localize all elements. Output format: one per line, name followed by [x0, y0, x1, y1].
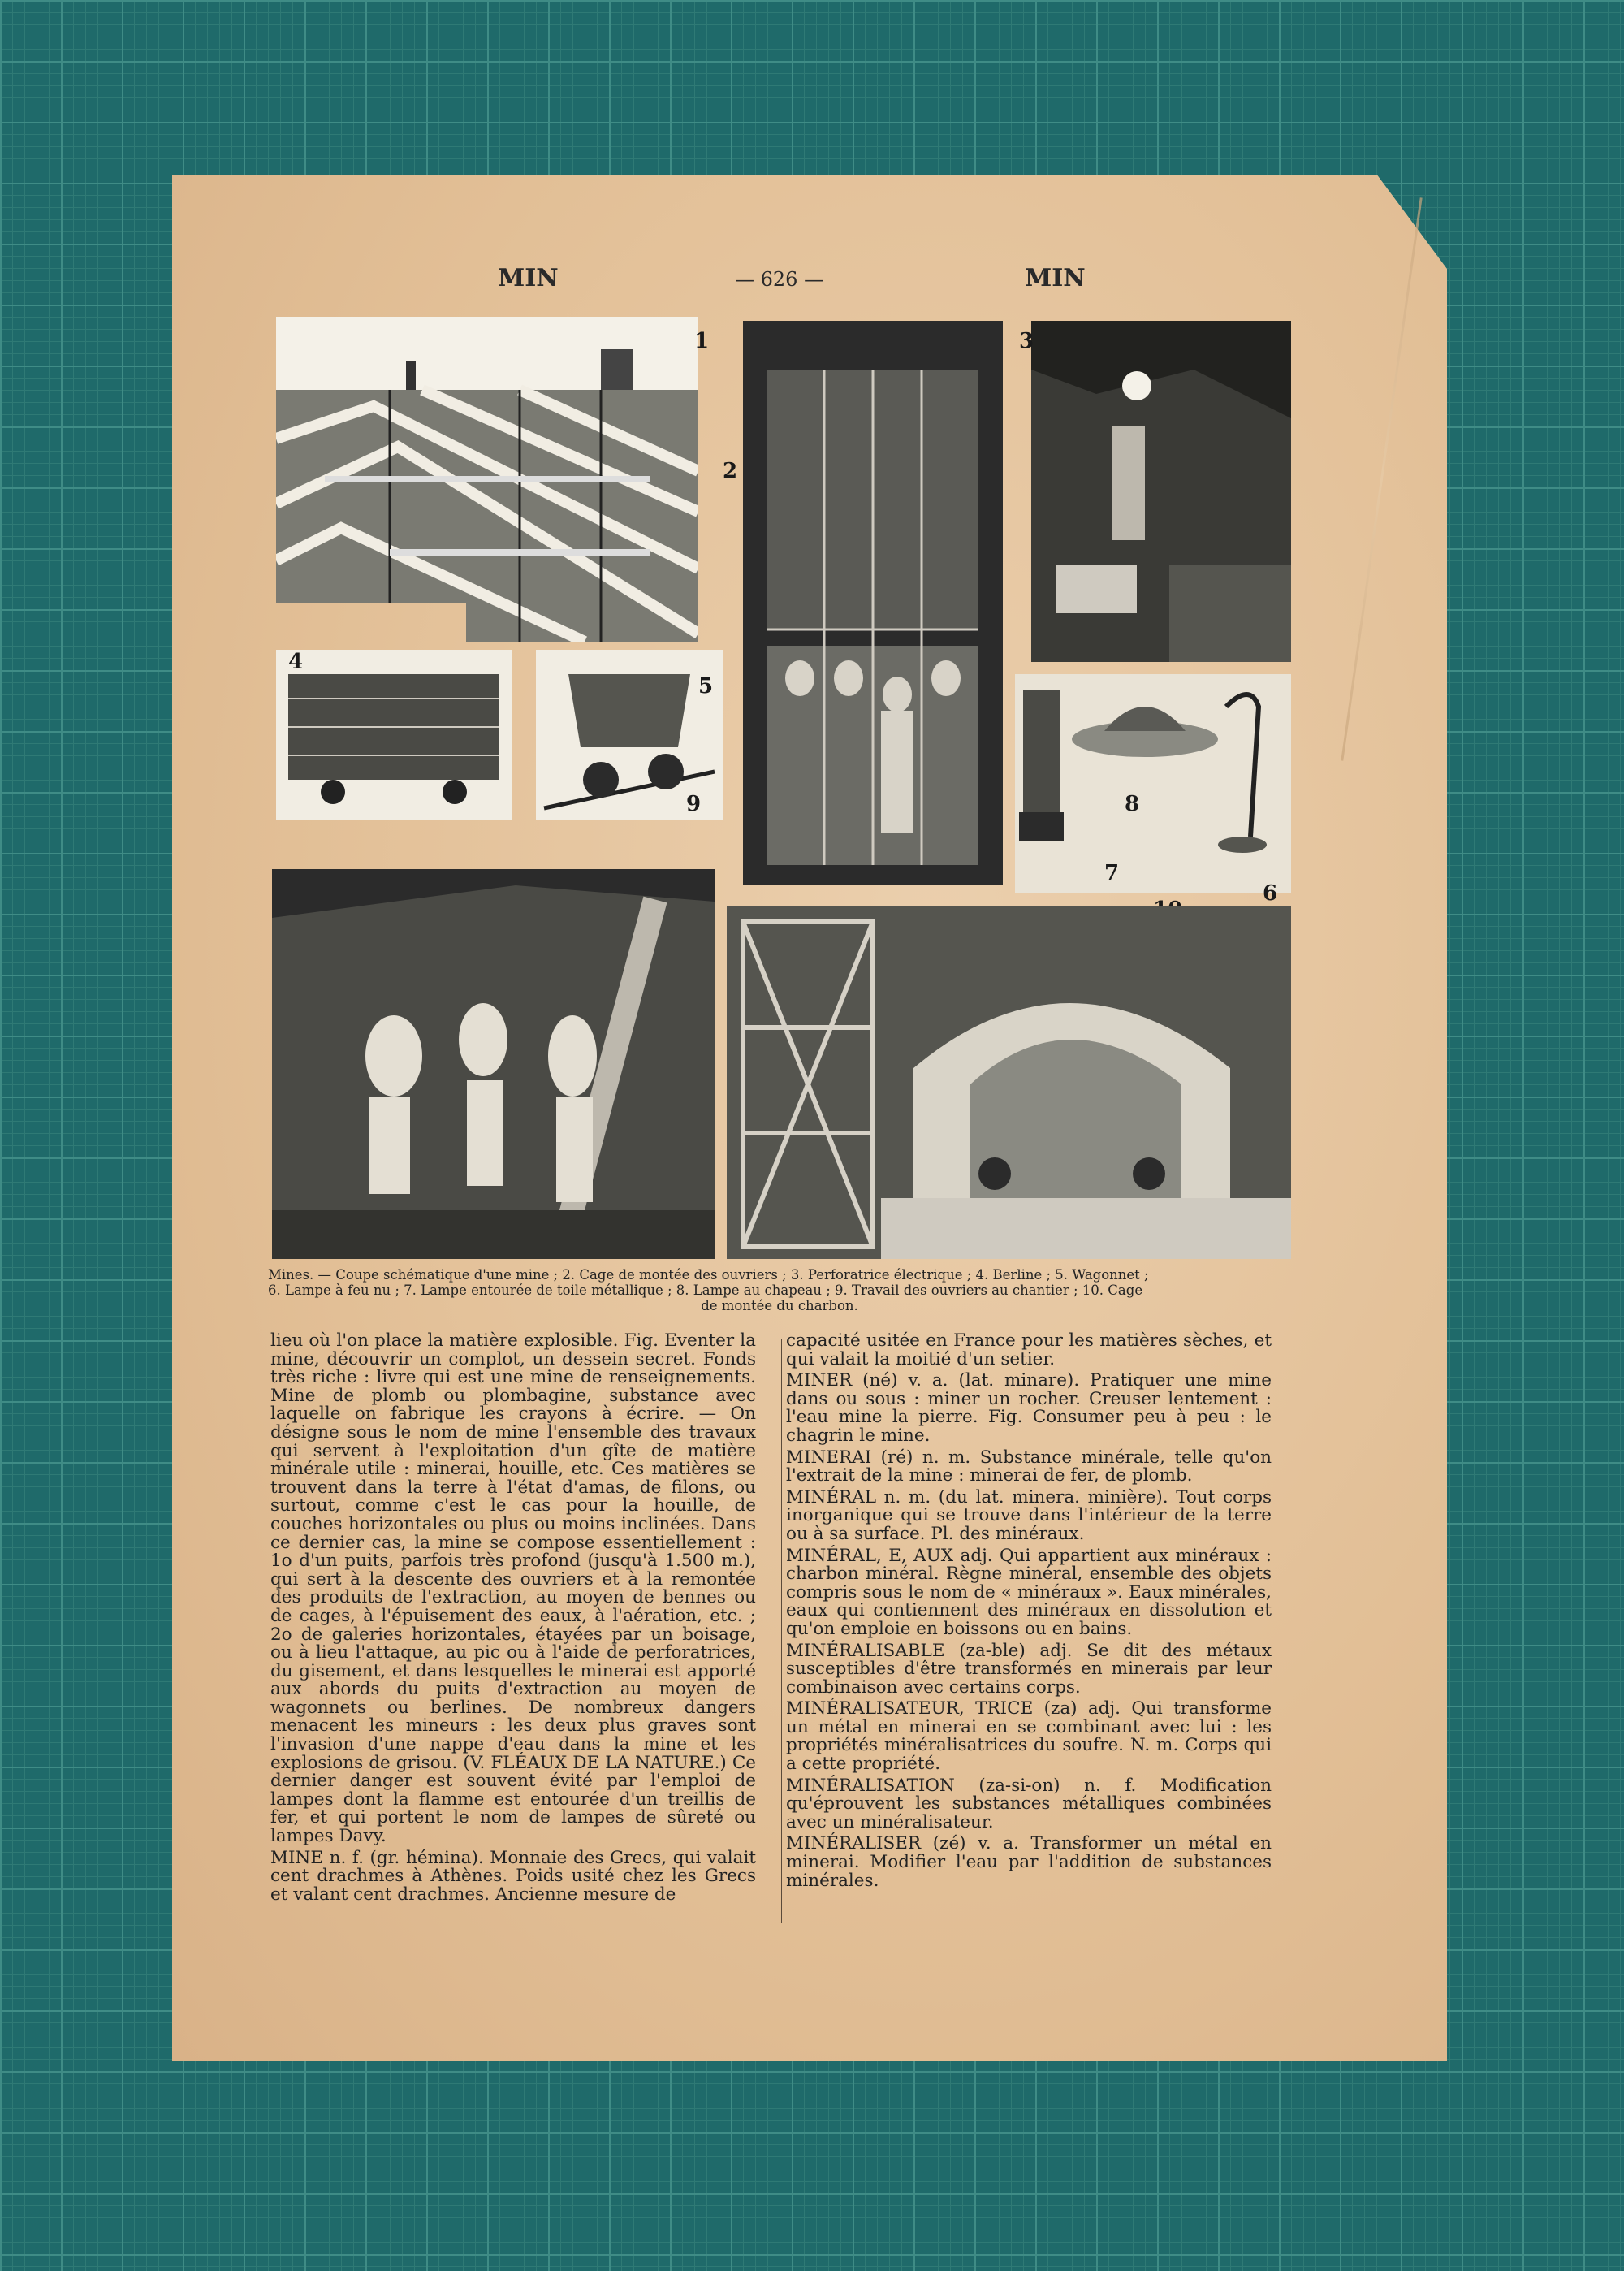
entry-mineralisable: MINÉRALISABLE (za-ble) adj. Se dit des métaux susceptibles d'être transformés en minerais par leur combinaison avec certains corps.: [786, 1640, 1272, 1698]
figure-1-mine-section: [276, 317, 698, 642]
coal-lift-drawing: [727, 906, 1291, 1259]
figure-number-2: 2: [723, 459, 738, 483]
left-text-column: [270, 1332, 756, 1904]
figure-number-4: 4: [288, 650, 304, 674]
figure-number-9: 9: [686, 792, 702, 816]
worker-cage-drawing: [743, 321, 1003, 885]
entry-mine-greek: MINE n. f. (gr. hémina). Monnaie des Grecs, qui valait cent drachmes à Athènes. Poids usité chez les Grecs et valant cent drachmes. Ancienne mesure de: [270, 1847, 756, 1905]
berline-drawing: [276, 650, 512, 820]
entry-mineral-adj: MINÉRAL, E, AUX adj. Qui appartient aux minéraux : charbon minéral. Règne minéral, ensemble des objets compris sous le nom de « minéraux ». Eaux minérales, eaux qui contiennent des minéraux en dissolution et qu'on emploie en boissons ou en bains.: [786, 1545, 1272, 1639]
figure-2-worker-cage: [743, 321, 1003, 885]
caption-line-3: de montée du charbon.: [701, 1298, 858, 1313]
figure-3-electric-drill: [1031, 321, 1291, 662]
entry-mineralisateur: MINÉRALISATEUR, TRICE (za) adj. Qui transforme un métal en minerai en se combinant avec lui : les propriétés minéralisatrices du soufre. N. m. Corps qui a cette propriété.: [786, 1698, 1272, 1775]
mine-section-drawing: [276, 317, 698, 642]
right-text-column: [786, 1332, 1272, 1890]
page-number: — 626 —: [735, 268, 824, 291]
figure-10-coal-lift: [727, 906, 1291, 1259]
entry-mineralisation: MINÉRALISATION (za-si-on) n. f. Modification qu'éprouvent les substances métalliques combinées avec un minéralisateur.: [786, 1775, 1272, 1832]
entry-minerai: MINERAI (ré) n. m. Substance minérale, telle qu'on l'extrait de la mine : minerai de fer, de plomb.: [786, 1447, 1272, 1486]
figure-number-5: 5: [698, 674, 714, 699]
lamps-drawing: [1015, 674, 1291, 893]
figure-number-6: 6: [1263, 881, 1278, 906]
figure-9-miners-working: [272, 869, 715, 1259]
figure-number-8: 8: [1125, 792, 1140, 816]
illustration-plate: [272, 317, 1291, 1259]
figure-number-3: 3: [1019, 329, 1034, 353]
running-head-right: MIN: [1025, 264, 1086, 292]
plate-caption: [268, 1267, 1291, 1313]
entry-mine-continued: lieu où l'on place la matière explosible. Fig. Eventer la mine, découvrir un complot, un dessein secret. Fonds très riche : livre qui est une mine de renseignements. Mine de plomb ou plombagine, substance avec laquelle on fabrique les crayons à écrire. — On désigne sous le nom de mine l'ensemble des travaux qui servent à l'exploitation d'un gîte de matière minérale utile : minerai, houille, etc. Ces matières se trouvent dans la terre à l'état d'amas, de filons, ou surtout, comme c'est le cas pour la houille, de couches horizontales ou plus ou moins inclinées. Dans ce dernier cas, la mine se compose essentiellement : 1o d'un puits, parfois très profond (jusqu'à 1.500 m.), qui sert à la descente des ouvriers et à la remontée des produits de l'extraction, au moyen de bennes ou de cages, à l'épuisement des eaux, à l'aération, etc. ; 2o de galeries horizontales, étayées par un boisage, ou à lieu l'attaque, au pic ou à l'aide de perforatrices, du gisement, et dans lesquelles le minerai est apporté aux abords du puits d'extraction au moyen de wagonnets ou berlines. De nombreux dangers menacent les mineurs : les deux plus graves sont l'invasion d'une nappe d'eau dans la mine et les explosions de grisou. (V. FLÉAUX DE LA NATURE.) Ce dernier danger est souvent évité par l'emploi de lampes dont la flamme est entourée d'un treillis de fer, et qui portent le nom de lampes de sûreté ou lampes Davy.: [270, 1330, 756, 1847]
running-head-left: MIN: [498, 264, 559, 292]
caption-line-2: 6. Lampe à feu nu ; 7. Lampe entourée de toile métallique ; 8. Lampe au chapeau ; 9. Travail des ouvriers au chantier ; 10. Cage: [268, 1283, 1143, 1298]
entry-mine-greek-continued: capacité usitée en France pour les matières sèches, et qui valait la moitié d'un setier.: [786, 1330, 1272, 1369]
entry-mineral-noun: MINÉRAL n. m. (du lat. minera. minière). Tout corps inorganique qui se trouve dans l'intérieur de la terre ou à sa surface. Pl. des minéraux.: [786, 1486, 1272, 1544]
figure-number-1: 1: [694, 329, 710, 353]
entry-miner: MINER (né) v. a. (lat. minare). Pratiquer une mine dans ou sous : miner un rocher. Creuser lentement : l'eau mine la pierre. Fig. Consumer peu à peu : le chagrin le mine.: [786, 1370, 1272, 1446]
miners-drawing: [272, 869, 715, 1259]
figure-number-7: 7: [1104, 861, 1120, 885]
figure-lamps: [1015, 674, 1291, 893]
electric-drill-drawing: [1031, 321, 1291, 662]
column-rule: [781, 1339, 782, 1923]
figure-4-berline: [276, 650, 512, 820]
caption-line-1: Mines. — Coupe schématique d'une mine ; 2. Cage de montée des ouvriers ; 3. Perforatrice électrique ; 4. Berline ; 5. Wagonnet ;: [268, 1267, 1149, 1283]
entry-mineraliser: MINÉRALISER (zé) v. a. Transformer un métal en minerai. Modifier l'eau par l'addition de substances minérales.: [786, 1833, 1272, 1891]
